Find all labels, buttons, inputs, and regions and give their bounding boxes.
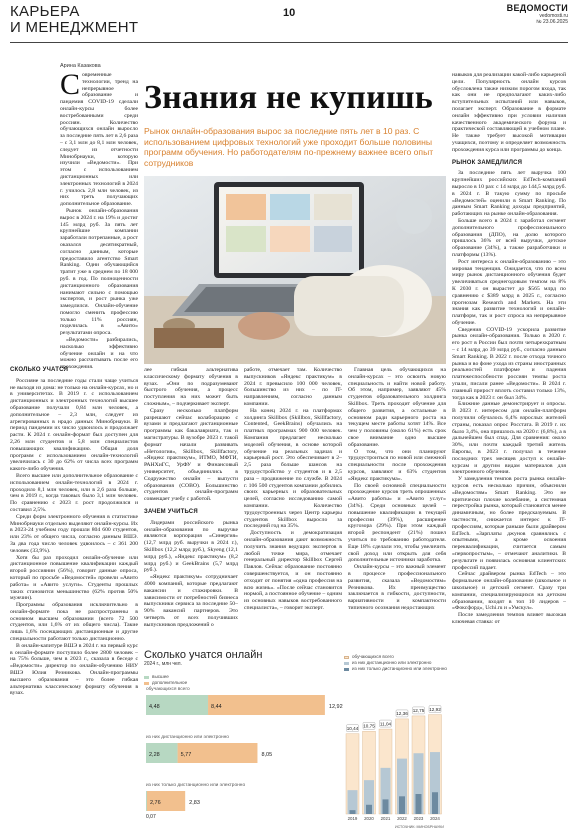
site-url: vedomosti.ru [539, 13, 568, 19]
issue-date: № 23.06.2025 [536, 19, 568, 25]
trend-value-label: 11,04 [379, 721, 392, 727]
bar-higher [146, 791, 147, 811]
trend-value-label: 12,75 [412, 708, 425, 714]
trend-value-label: 10,44 [346, 725, 359, 731]
subheading-why: ЗАЧЕМ УЧИТЬСЯ [144, 508, 198, 515]
bar-group-label: из них дистанционно или электронно [146, 735, 229, 740]
article-photo [144, 176, 446, 364]
bar-group-label: из них только дистанционно или электронно [146, 783, 246, 788]
author-byline: Арина Казакова [60, 63, 101, 69]
trend-year-label: 2021 [380, 816, 391, 821]
chart-unit: 2024 г., млн чел. [144, 661, 182, 667]
page-number: 10 [283, 7, 296, 19]
header-rule [10, 42, 568, 43]
trend-year-label: 2023 [413, 816, 424, 821]
bar-value-higher: 2,28 [149, 752, 160, 758]
trend-year-label: 2022 [397, 816, 407, 821]
trend-value-label: 10,75 [363, 723, 375, 729]
trend-legend: обучающихся всего из них дистанционно или электронно из них только дистанционно или электронно [344, 654, 447, 672]
trend-bar-remote-only [350, 810, 356, 814]
trend-bar-remote-only [416, 794, 422, 814]
column-2: лее гибкая альтернатива классическому формату обучения в вузах. «Они по подразумевают быстрого обучения, а процесс поступления на них может быть сложным», – подчеркивает эксперт. Сразу несколько платформ разрешают сейчас колаборацию с вузами и предлагают дистанционные программы как бакалавриата, так и магистратуры. В вузобре 2023 г. такой формат начали развивать «Нетология», Skillbox, Skillfactory, «Яндекс практикум», ИТМО, МФТИ, РАНХиГС, УрФУ и Финансовый университет, объединились в Содружество онлайн – выпусти образования (СОВО). Большинство студентов онлайн-программ совмещает учебу с работой. ЗАЧЕМ УЧИТЬСЯ Лидерами российского рынка онлайн-образования по выручке являются корпорация «Синергия» (12,7 млрд руб. выручки в 2024 г.), Skillbox (12,2 млрд руб.), Skyeng (12,1 млрд руб.), «Яндекс практикум» (8,2 млрд руб.) и GeekBrains (5,7 млрд руб.). «Яндекс практикум» сотрудничает 4000 компаний, которые предлагают вакансии и стажировки. В зависимости от потребностей бизнеса выпускники сервиса за последние 50–90% вакансий партнеров. Это четверть от всех получивших выпускников предложений о [144, 367, 238, 628]
chart-source: ИСТОЧНИК: МИНОБРНАУКИ [395, 825, 444, 829]
trend-value-label: 12,92 [429, 706, 441, 712]
bar-group-label: обучающихся всего [146, 687, 190, 692]
trend-bar-remote-only [366, 805, 372, 814]
stacked-bar-chart [144, 684, 343, 832]
logo: ВЕДОМОСТИ [506, 3, 568, 13]
legend-swatch-remote [344, 662, 349, 665]
lede: Рынок онлайн-образования вырос за последние пять лет в 10 раз. С использованием цифровых технологий уже проходит больше половины программ обучения. Но работодателям по-прежнему важнее всего опыт сотрудников [144, 126, 434, 168]
subheading-slowdown: РЫНОК ЗАМЕДЛИЛСЯ [452, 159, 523, 166]
bar-legend: высшее дополнительное [144, 674, 187, 686]
dropcap: С [60, 68, 81, 101]
bar-value-additional: 8,44 [211, 704, 222, 710]
masthead [507, 3, 568, 25]
column-1-bottom: СКОЛЬКО УЧАТСЯ Россияне за последние годы стали чаще учиться не выходя из дома: не только на онлайн-курсах, но и в университетах. В 2019 г. с использованием дистанционных и электронных технологий высшее образование получали 0,84 млн человек, а дополнительное – 2,3 млн, следует из агрегированных в нрадо данных Минобрнауки. В период пандемии их число удвоилось и продолжает расти. К 2024 г. онлайн-формат был доступен для 2,26 млн студентов и 5,8 млн специалистов повышающих квалификацию. Общая доля программ с использованием онлайн-технологий увеличилась с 30 до 62% от числа всех программ какого-либо обучения. Всего высшее или дополнительное образование с использованием онлайн-технологий в 2024 г. проходило 8,1 млн человек, или в 2,6 раза больше, чем в 2019 г., когда таковых было 3,1 млн человек. По сравнению с 2023 г. рост продолжился и составил 2,5%. Среди форм электронного обучения в статистике Минобрнауки отдельно выделяют онлайн-курсы. Их в 2023-24 учебном году прошли 804 600 студентов, или 23% от общего числа, согласно данным ВШЭ. За два года число человек удвоилось – с 361 200 человек (33,9%). Хотя бы раз проходил онлайн-обучение или дистанционное повышение квалификации каждый второй россиянин (56%), говорит данные опроса, который по просьбе «Ведомостей» провели «Авито работа» и «Авито услуги». Студенты прошлых таких становится меньшинство (62% против 50% мужчин). Программы образования исключительно в онлайн-формате пока не распространены в основном высшем образовании (всего 72 500 студентов, или 1,6% от их общего числа). Такие лишь 1,6% посещающих дистанционные и другие специальности работают только дистанционно. В онлайн-капитуре ВШЭ в 2024 г. на первый курс в онлайн-формате поступило более 2800 человек – на 75% больше, чем в 2023 г., сказала в беседе с «Ведомости» директор по онлайн-обучению НИУ ВШЭ Юлия Резникова. Онлайн-программы высшего образования – это более гибкая альтернатива классическому формату обучения в вузах. [10, 367, 138, 697]
bar-value-total: 12,92 [328, 704, 343, 710]
column-4: Главная цель обучающихся на онлайн-курсах – это освоить новую специальность и найти новой работу. Об этом, например, заявляют 45% студентов образовательного холдинга Skillbox. Треть проходит обучение для общего развития, а остальные в основном ради карьерного роста на текущем месте работы хотят 14%. Все чем у половины (около 61%) есть срок свое внимание одно высшее образование. О том, что они планируют трудоустроиться по новой или смежной специальности после прохождения курсов, заявляют и 63% студентов «Яндекс практикума». По своей основной специальности прохождение курсов треть опрошенных «Авито работы» и «Авито услуг» (34%). Среди основных целей – повышение квалификации в текущей профессии (39%), расширение кругозора (29%). При этом каждый второй респондент (21%) пошел учиться по требованию работодателя. Еще 18% сделали это, чтобы увеличить свой доход или открыть для себя дополнительные источники заработка. Онлайн-курсы – это важный элемент в процессе профессионального развития, сказала «Ведомостям» Резникова. Их преимущество заключается в гибкости, доступности, вариативности и компактности типичного осознания недостающих [348, 367, 446, 611]
bar-value-higher: 4,48 [149, 704, 160, 710]
trend-year-label: 2020 [364, 816, 374, 821]
column-3: работе, отмечает там. Количество выпускников «Яндекс практикум» в 2024 г. превысило 100 000 человек, большинство из них – по IT-направлениям, согласно данным компании. На конец 2024 г. на платформах холдинга Skillbox (Skillbox, Skillfactory, Contented, GeekBrains) обучались на платных программах 900 000 человек. Компания предлагает несколько моделей обучения, в основе которой обучение на реальных задачах и карьерный рост. Это обеспечивает в 2–2,5 раза больше шансов на трудоустройство у студентов и в 2,5 раза – продвижение по службе. В 2024 г. 106 500 студентов компании добились своих карьерных и образовательных целей, согласно исследованию самой компании. Количество трудоустроенных через Центр карьеры студентов Skillbox выросло за последний год на 35%. Доступность и демократизация онлайн-образования дают возможность получить знания ведущих экспертов в любой точке мира, отмечает генеральный директор Skillbox Сергей Павлов. Сейчас образование постоянно совершенствуется, и он постоянно отходит от понятия «одна профессия на всю жизнь». «После сейчас становится нормой, а постоянное обучение – одним из основных навыков востребованного специалиста», – говорит эксперт. [244, 367, 342, 611]
chart-title: Сколько учатся онлайн [144, 649, 263, 661]
trend-value-label: 12,36 [396, 711, 408, 717]
bar-value-total: 2,83 [189, 800, 200, 806]
trend-year-label: 2024 [430, 816, 440, 821]
legend-swatch-higher [144, 676, 149, 679]
section-title: КАРЬЕРА И МЕНЕДЖМЕНТ [10, 3, 139, 36]
trend-bar-remote-only [383, 799, 389, 814]
legend-swatch-remote-only [344, 668, 349, 671]
trend-year-label: 2019 [347, 816, 358, 821]
trend-bar-remote-only [432, 792, 438, 814]
trend-bar-remote-only [399, 796, 405, 814]
headline: Знания не купишь [144, 79, 433, 116]
bar-value-additional: 5,77 [180, 752, 192, 758]
column-1-top: Современные технологии, тренд на непрерывное образование и пандемия COVID-19 сделали онлайн-курсы более востребованными среди россиян. Количество обучающихся онлайн выросло за последние пять лет в 2,6 раза – с 3,1 млн до 8,1 млн человек, следует из отчетности Минобрнауки, которую изучили «Ведомости». При этом с использованием дистанционных или электронных технологий в 2024 г. училось 2,8 млн человек, из них треть получающих дополнительное образование. Рынок онлайн-образования вырос в 2024 г. на 19% и достиг 145 млрд руб. За пять лет крупнейшие компании заработали потрепанные, а рост оказался десятикратный, согласно данным, которые предоставило агентство Smart Ranking. Одни обучающийся тратит уже в среднем по 18 000 руб. в год. По полноценности дистанционного образования нанимают сильно с помощью экспертов, и рост рынка уже замедлился. Онлайн-обучение помогло сменить профессию только 11% россиян, поделилась в «Авито» результатами опроса. «Ведомости» разбирались, насколько эффективно обучение онлайн и на что можно рассчитывать после его прохождения. [60, 68, 138, 371]
bar-value-additional: 2,76 [149, 800, 161, 806]
column-5: навыков для реализации какой-либо карьерной цели. Популярность онлайн курсов обусловлена также низким порогом входа, так как они не предполагают каких-либо вступительных испытаний или навыков, полагает эксперт. Образование в формате онлайн эффективно при условии наличия качественного академического форума и практической составляющей в учебном плане. Не также требует высокой мотивации учащихся, поэтому и определяет возможность прохождения курса или программы до конца. РЫНОК ЗАМЕДЛИЛСЯ За последние пять лет выручка 100 крупнейших российских EdTech-компаний выросло в 10 раз: с 14 млрд до 144,5 млрд руб. в 2024 г. В такую сумму по просьбе «Ведомостей» оценили в Smart Ranking. По данным Smart Ranking доходы предприятий, работающих на рынке онлайн-образования. Больше всего в 2024 г. заработал сегмент дополнительного профессионального образования (ДПО), на долю которого пришлось 36% от всей выручки, детское образование (34%), а также разработчики и платформы (13%). Рост интереса к онлайн-образованию – это мировая тенденция. Ожидается, что по всем миру рынок дистанционного обучения будет увеличиваться среднегодовым темпом на 8% К 2030 г. он вырастет до $565 млрд по сравнению с $389 млрд в 2025 г., согласно прогнозам Research and Markets. На эти знания как развитие технологий и онлайн-платформ, так и рост спроса на непрерывное обучение. Сведения COVID-19 ускорила развитие рынка онлайн-образования. Только в 2020 г. его рост в России был почти четырехкратным – с 14 млрд до 39 млрд руб., согласно данным Smart Ranking. В 2022 г. после отхода точного рынка и во фоне ухода из страны иностранных реальностей платформе и падения платежеспособности россиян темпы роста упали, писали ранее «Ведомости». В 2024 г. главный прирост вплоть составил только 13%, тогда как в 2023 г. он был 34%. Ближние данные демонстрирует и опросы. В 2023 г. интересом для онлайн-платформ получили обучалось 6,4% взрослых жителей страны, показал опрос Росстата. В 2019 г. их было 3,4%, она пришлось на 2020 г. (6,8%), а в дальнейшем был спад. Для сравнения: около 30%, или почти каждый третий житель Европы, в 2023 г. получал в течение последних трех месяцев доступ к онлайн-курсам и другим видам материалов для электронного обучения. У замедления темпов роста рынка онлайн-курсов есть несколько причин, объяснили «Ведомостям» Smart Ranking. Это не критически плохие колебание, а системная перестройка рынка, который становится менее динамичным, но более предсказуемым. В частности, снижается интерес к IT-профессиям, которые раньше были драйвером EdTech. «Зарплаты джунов сравнялись с опытными, а кроме освоения переквалификации, считается самым «первопростым», – отмечают аналитики. В результате и появилась основная клиентских профессий падает. Сейчас драйвером рынка EdTech – это формальное онлайн-образование (школьное и школьное) и детский сегмент. Сразу три компании, специализирующихся на детском образовании, входят в топ 10 лидеров – «Фоксфорд», Uchi.ru и «Умскул». После замедления темпов влияет высокая ключевая ставка: от [452, 72, 566, 625]
bar-value-total: 8,05 [261, 752, 273, 758]
legend-swatch-total [344, 656, 349, 659]
subheading-students: СКОЛЬКО УЧАТСЯ [10, 367, 69, 373]
bar-value-higher: 0,07 [146, 814, 156, 820]
trend-bar-chart [344, 672, 448, 832]
bar-additional [208, 695, 325, 715]
